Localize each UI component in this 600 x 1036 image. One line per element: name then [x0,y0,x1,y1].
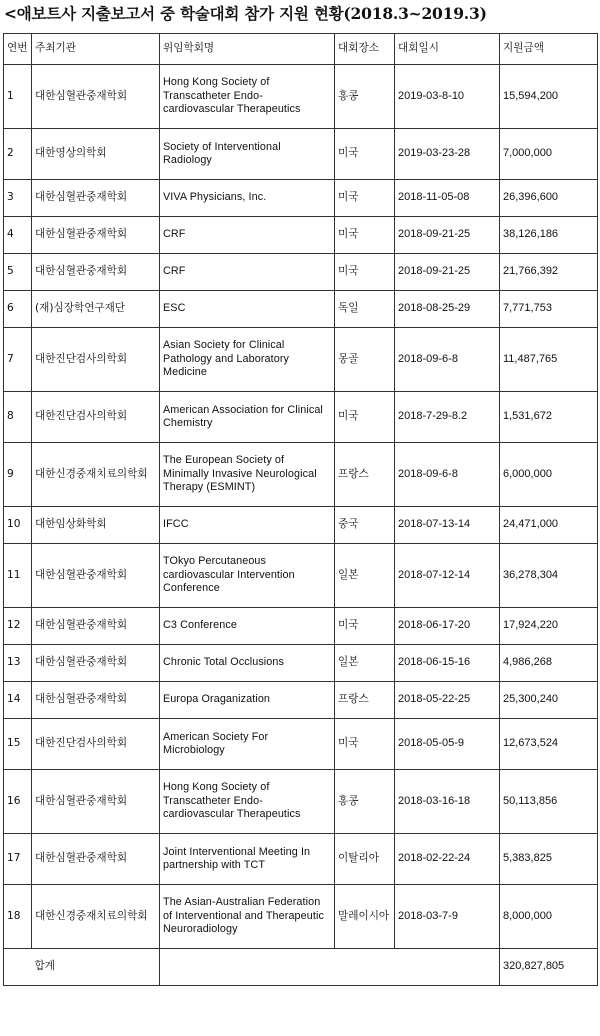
row-date: 2018-06-15-16 [395,645,500,682]
row-place: 몽골 [335,328,395,392]
row-society: Asian Society for Clinical Pathology and Laboratory Medicine [160,328,335,392]
row-society: CRF [160,217,335,254]
row-host: 대한심혈관중재학회 [32,682,160,719]
row-host: 대한심혈관중재학회 [32,180,160,217]
row-date: 2018-07-13-14 [395,507,500,544]
row-number: 2 [4,129,32,180]
row-number: 6 [4,291,32,328]
row-date: 2019-03-8-10 [395,65,500,129]
table-row [4,507,598,544]
table-row [4,217,598,254]
row-date: 2019-03-23-28 [395,129,500,180]
row-amount: 38,126,186 [500,217,598,254]
row-number: 11 [4,544,32,608]
row-date: 2018-05-05-9 [395,719,500,770]
row-number: 15 [4,719,32,770]
table-row [4,180,598,217]
row-society: Hong Kong Society of Transcatheter Endo-cardiovascular Therapeutics [160,65,335,129]
row-number: 8 [4,392,32,443]
row-date: 2018-03-7-9 [395,885,500,949]
row-society: American Association for Clinical Chemistry [160,392,335,443]
row-amount: 8,000,000 [500,885,598,949]
row-host: 대한심혈관중재학회 [32,217,160,254]
table-row [4,682,598,719]
row-date: 2018-09-6-8 [395,443,500,507]
row-host: 대한진단검사의학회 [32,719,160,770]
table-row [4,544,598,608]
table-row [4,291,598,328]
row-place: 일본 [335,645,395,682]
table-row [4,443,598,507]
row-date: 2018-08-25-29 [395,291,500,328]
row-amount: 11,487,765 [500,328,598,392]
header-no: 연번 [4,34,32,65]
row-date: 2018-02-22-24 [395,834,500,885]
row-number: 4 [4,217,32,254]
row-place: 홍콩 [335,770,395,834]
row-amount: 26,396,600 [500,180,598,217]
table-row [4,719,598,770]
row-amount: 24,471,000 [500,507,598,544]
row-place: 프랑스 [335,682,395,719]
row-date: 2018-06-17-20 [395,608,500,645]
table-row [4,65,598,129]
table-row [4,392,598,443]
row-number: 12 [4,608,32,645]
row-amount: 12,673,524 [500,719,598,770]
row-number: 16 [4,770,32,834]
row-amount: 15,594,200 [500,65,598,129]
row-place: 미국 [335,217,395,254]
row-amount: 5,383,825 [500,834,598,885]
total-empty-cell [160,949,335,986]
header-date: 대회일시 [395,34,500,65]
support-table [3,33,598,986]
table-row [4,770,598,834]
row-amount: 1,531,672 [500,392,598,443]
row-place: 미국 [335,608,395,645]
total-amount: 320,827,805 [500,949,598,986]
row-society: Chronic Total Occlusions [160,645,335,682]
table-row [4,608,598,645]
row-date: 2018-03-16-18 [395,770,500,834]
row-date: 2018-11-05-08 [395,180,500,217]
row-place: 중국 [335,507,395,544]
table-row [4,834,598,885]
row-society: American Society For Microbiology [160,719,335,770]
row-number: 1 [4,65,32,129]
table-row [4,645,598,682]
table-row [4,254,598,291]
row-host: 대한심혈관중재학회 [32,834,160,885]
row-number: 13 [4,645,32,682]
row-amount: 17,924,220 [500,608,598,645]
row-host: (재)심장학연구재단 [32,291,160,328]
row-place: 독일 [335,291,395,328]
row-number: 5 [4,254,32,291]
row-amount: 7,771,753 [500,291,598,328]
row-place: 미국 [335,719,395,770]
row-society: TOkyo Percutaneous cardiovascular Intervention Conference [160,544,335,608]
row-place: 미국 [335,180,395,217]
row-place: 홍콩 [335,65,395,129]
row-host: 대한심혈관중재학회 [32,645,160,682]
table-body [4,34,598,986]
row-date: 2018-05-22-25 [395,682,500,719]
row-society: The Asian-Australian Federation of Interventional and Therapeutic Neuroradiology [160,885,335,949]
row-host: 대한진단검사의학회 [32,328,160,392]
row-host: 대한심혈관중재학회 [32,608,160,645]
table-row [4,129,598,180]
header-society: 위임학회명 [160,34,335,65]
row-host: 대한심혈관중재학회 [32,770,160,834]
row-date: 2018-09-21-25 [395,254,500,291]
row-place: 미국 [335,254,395,291]
row-date: 2018-07-12-14 [395,544,500,608]
row-place: 말레이시아 [335,885,395,949]
row-host: 대한신경중재치료의학회 [32,885,160,949]
header-host: 주최기관 [32,34,160,65]
table-row [4,885,598,949]
row-society: ESC [160,291,335,328]
row-host: 대한심혈관중재학회 [32,544,160,608]
row-number: 17 [4,834,32,885]
row-society: Europa Oraganization [160,682,335,719]
row-society: Joint Interventional Meeting In partnership with TCT [160,834,335,885]
table-header-row [4,34,598,65]
row-society: VIVA Physicians, Inc. [160,180,335,217]
row-amount: 25,300,240 [500,682,598,719]
row-number: 9 [4,443,32,507]
row-society: IFCC [160,507,335,544]
row-date: 2018-09-21-25 [395,217,500,254]
row-host: 대한신경중재치료의학회 [32,443,160,507]
row-amount: 21,766,392 [500,254,598,291]
row-place: 미국 [335,129,395,180]
row-place: 이탈리아 [335,834,395,885]
row-society: CRF [160,254,335,291]
row-amount: 7,000,000 [500,129,598,180]
row-number: 3 [4,180,32,217]
row-host: 대한영상의학회 [32,129,160,180]
row-amount: 50,113,856 [500,770,598,834]
row-number: 10 [4,507,32,544]
row-amount: 36,278,304 [500,544,598,608]
row-number: 18 [4,885,32,949]
row-amount: 6,000,000 [500,443,598,507]
total-empty-cell [4,949,32,986]
row-host: 대한임상화학회 [32,507,160,544]
row-host: 대한진단검사의학회 [32,392,160,443]
total-empty-cell [395,949,500,986]
row-place: 프랑스 [335,443,395,507]
total-empty-cell [335,949,395,986]
row-place: 일본 [335,544,395,608]
table-row [4,328,598,392]
row-number: 14 [4,682,32,719]
page-title: <애보트사 지출보고서 중 학술대회 참가 지원 현황(2018.3~2019.3) [4,4,487,23]
row-amount: 4,986,268 [500,645,598,682]
row-host: 대한심혈관중재학회 [32,254,160,291]
row-place: 미국 [335,392,395,443]
row-society: C3 Conference [160,608,335,645]
total-label: 합계 [32,949,160,986]
row-host: 대한심혈관중재학회 [32,65,160,129]
header-place: 대회장소 [335,34,395,65]
row-number: 7 [4,328,32,392]
row-society: Hong Kong Society of Transcatheter Endo-cardiovascular Therapeutics [160,770,335,834]
row-society: The European Society of Minimally Invasive Neurological Therapy (ESMINT) [160,443,335,507]
row-society: Society of Interventional Radiology [160,129,335,180]
row-date: 2018-09-6-8 [395,328,500,392]
header-amount: 지원금액 [500,34,598,65]
total-row [4,949,598,986]
row-date: 2018-7-29-8.2 [395,392,500,443]
